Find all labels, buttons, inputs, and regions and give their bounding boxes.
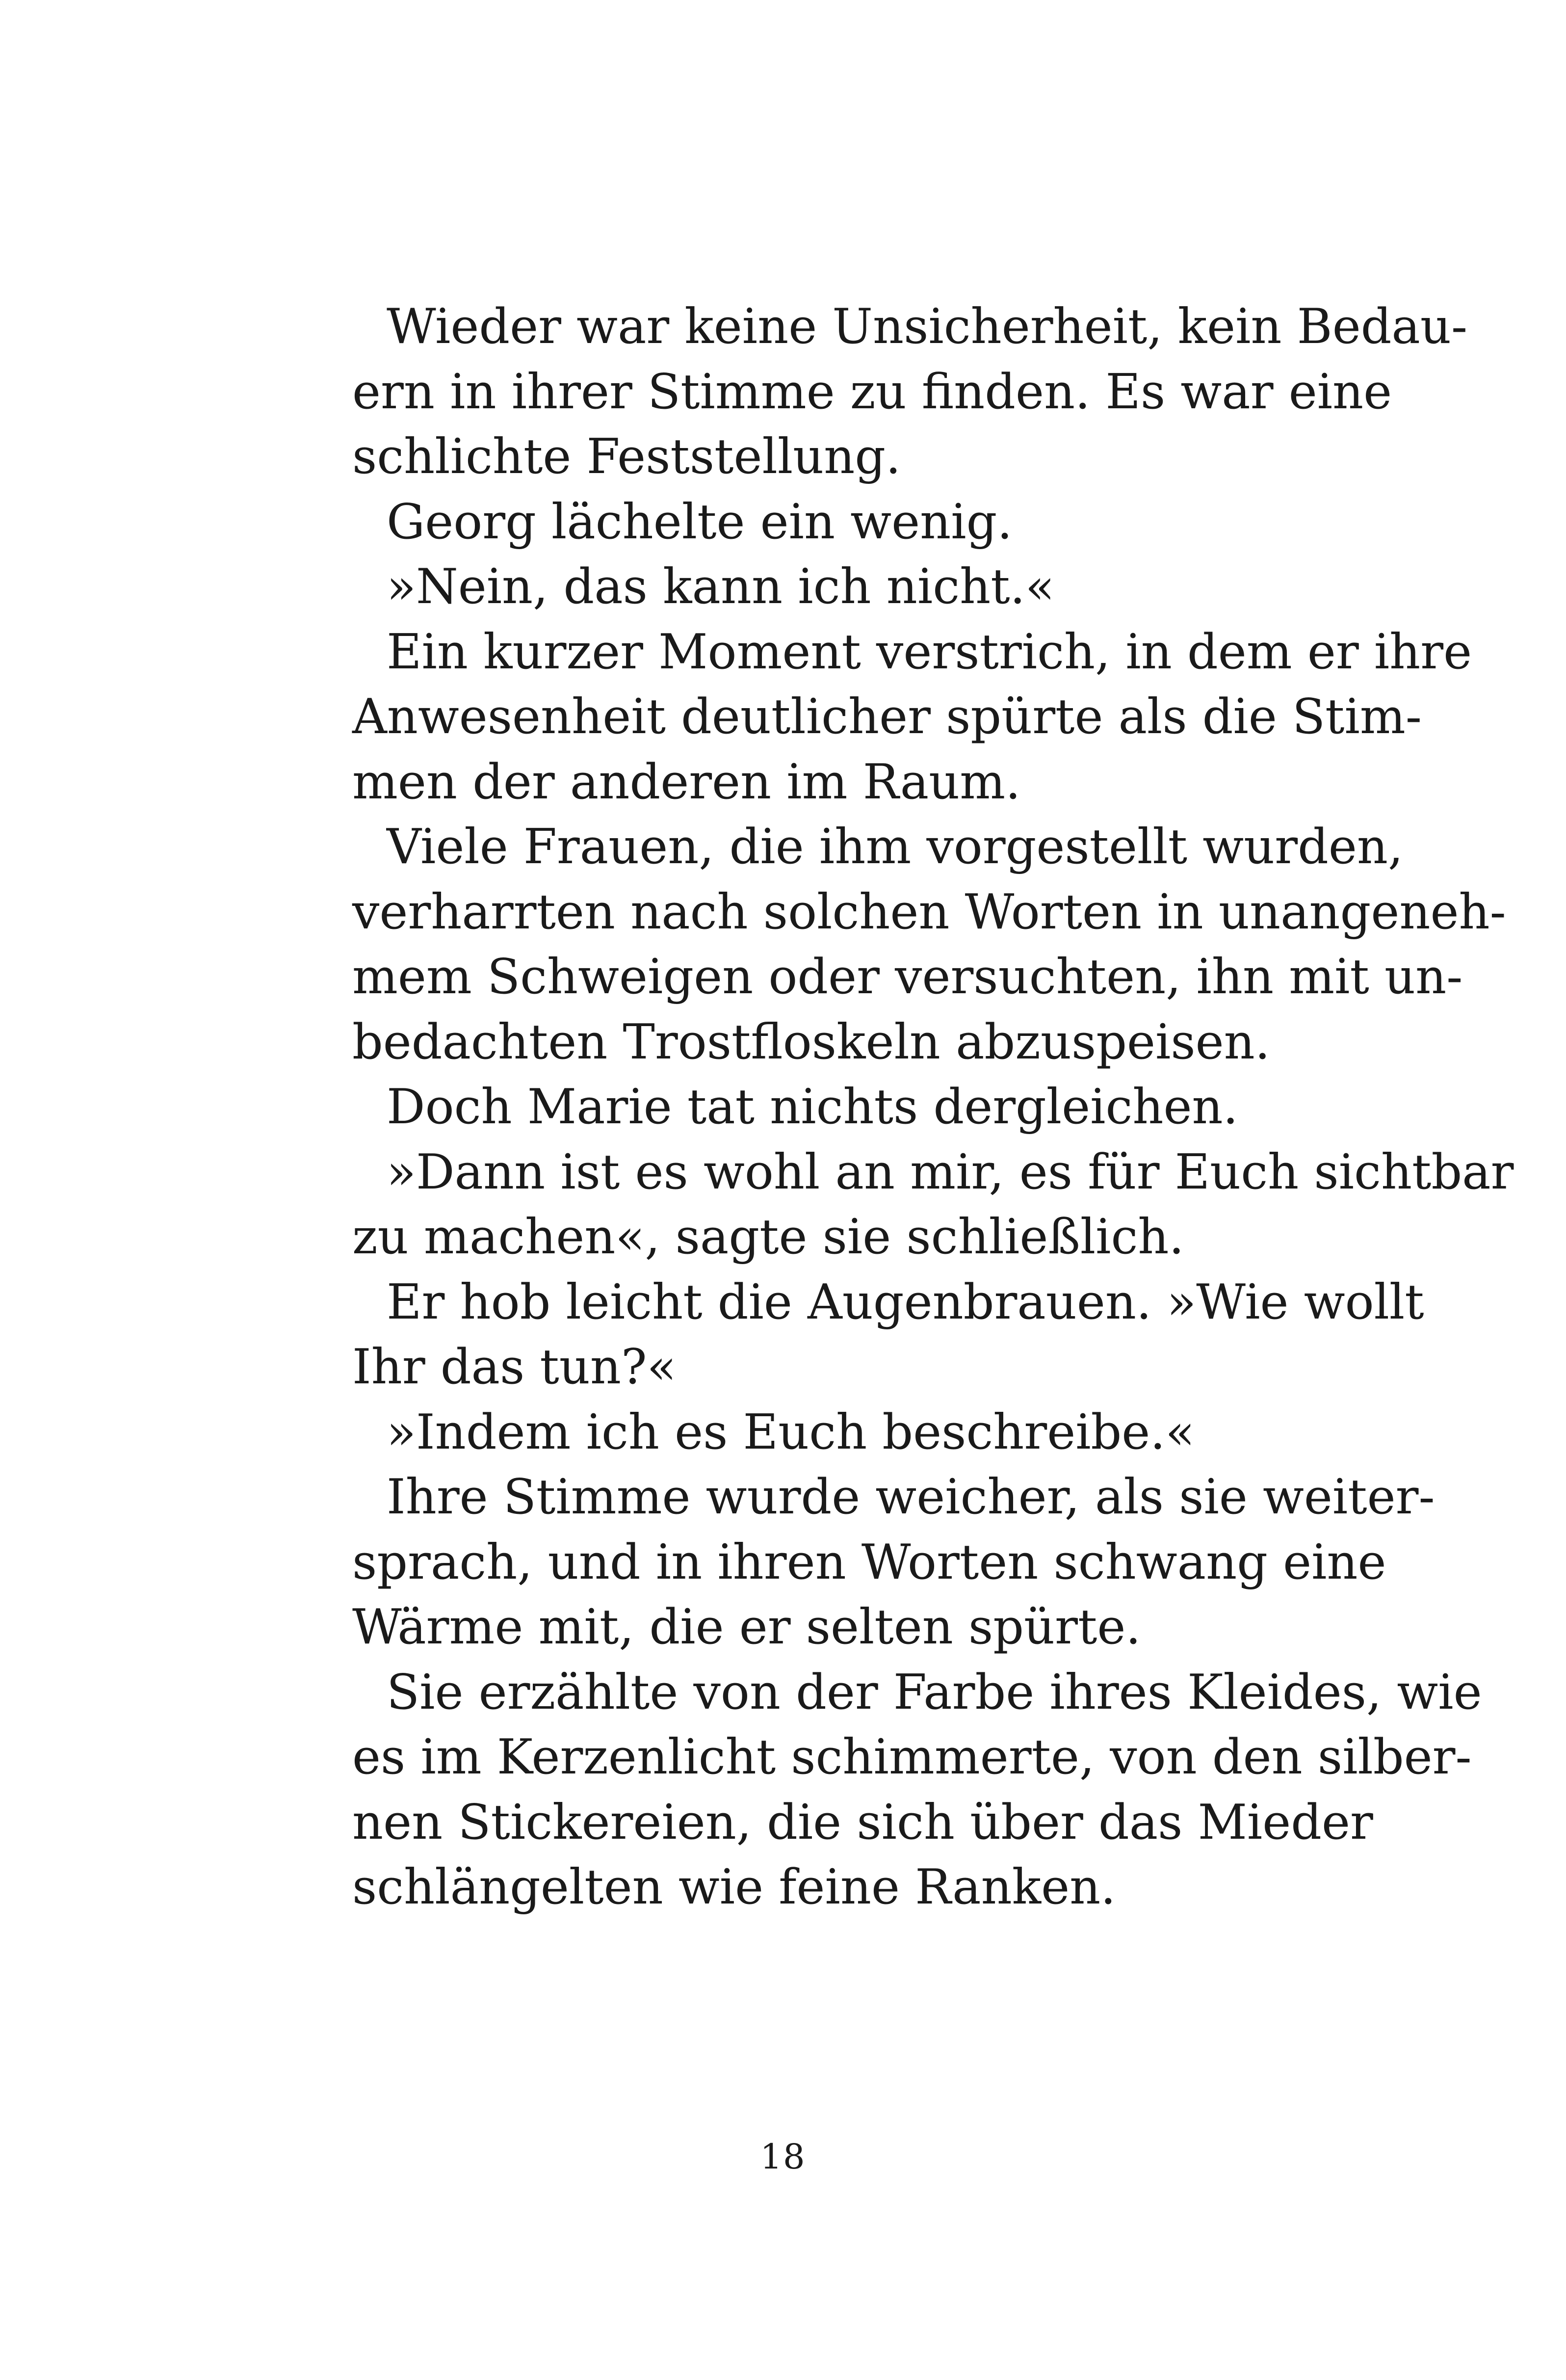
text-line: »Indem ich es Euch beschreibe.«: [387, 1404, 1195, 1460]
text-line: Ein kurzer Moment verstrich, in dem er ihre: [387, 624, 1472, 680]
text-line: Wärme mit, die er selten spürte.: [352, 1599, 1141, 1655]
text-line: Ihre Stimme wurde weicher, als sie weiter-: [387, 1469, 1435, 1525]
page-number: 18: [760, 2137, 806, 2177]
text-line: bedachten Trostfloskeln abzuspeisen.: [352, 1014, 1270, 1070]
text-line: mem Schweigen oder versuchten, ihn mit un-: [352, 949, 1463, 1005]
text-line: sprach, und in ihren Worten schwang eine: [352, 1534, 1386, 1590]
text-line: Wieder war keine Unsicherheit, kein Bedau-: [387, 299, 1468, 355]
text-line: ern in ihrer Stimme zu finden. Es war eine: [352, 364, 1392, 420]
body-text: [352, 294, 1514, 1920]
text-line: verharrten nach solchen Worten in unangeneh-: [352, 884, 1506, 940]
text-line: nen Stickereien, die sich über das Mieder: [352, 1794, 1373, 1851]
text-line: Viele Frauen, die ihm vorgestellt wurden,: [387, 819, 1404, 875]
text-line: men der anderen im Raum.: [352, 754, 1021, 810]
text-line: Doch Marie tat nichts dergleichen.: [387, 1079, 1238, 1135]
text-line: zu machen«, sagte sie schließlich.: [352, 1209, 1184, 1265]
text-line: »Dann ist es wohl an mir, es für Euch sichtbar: [387, 1144, 1514, 1200]
text-line: Er hob leicht die Augenbrauen. »Wie wollt: [387, 1274, 1424, 1330]
text-line: Anwesenheit deutlicher spürte als die Stim-: [352, 689, 1422, 745]
text-line: Ihr das tun?«: [352, 1339, 677, 1395]
text-line: schlängelten wie feine Ranken.: [352, 1859, 1116, 1915]
text-line: es im Kerzenlicht schimmerte, von den silber-: [352, 1729, 1472, 1785]
text-line: Sie erzählte von der Farbe ihres Kleides, wie: [387, 1664, 1482, 1720]
text-line: »Nein, das kann ich nicht.«: [387, 559, 1055, 615]
text-line: Georg lächelte ein wenig.: [387, 494, 1013, 550]
text-line: schlichte Feststellung.: [352, 429, 901, 485]
